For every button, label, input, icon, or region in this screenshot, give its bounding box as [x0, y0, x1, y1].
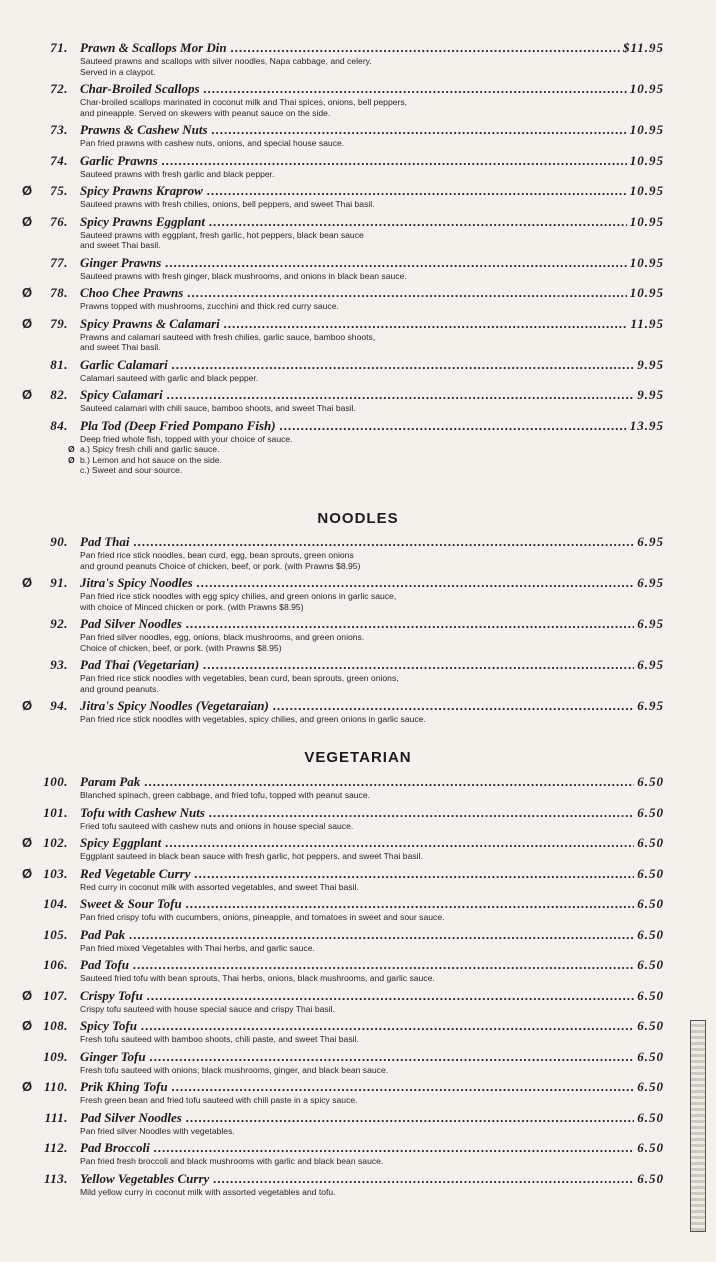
leader-dots — [209, 1171, 658, 1186]
item-number: 110. — [43, 1079, 68, 1094]
leader-dots — [163, 387, 658, 402]
leader-dots — [183, 285, 658, 300]
leader-dots — [205, 805, 658, 820]
item-name-text: Char-Broiled Scallops — [80, 81, 200, 96]
menu-item — [0, 418, 716, 476]
menu-item — [0, 183, 716, 210]
item-name — [80, 81, 658, 97]
menu-item-header — [0, 357, 716, 373]
item-description: Mild yellow curry in coconut milk with assorted vegetables and tofu. — [80, 1186, 336, 1197]
leader-dots — [158, 153, 658, 168]
menu-item-header — [0, 575, 716, 591]
item-name — [80, 927, 658, 943]
vegetarian-heading: VEGETARIAN — [304, 749, 412, 766]
item-price: 9.95 — [634, 357, 664, 373]
item-name — [80, 805, 658, 821]
item-name — [80, 866, 658, 882]
item-description: Pan fried prawns with cashew nuts, onions, and special house sauce. — [80, 138, 345, 148]
item-number: 76. — [50, 213, 68, 229]
leader-dots — [203, 183, 658, 198]
item-name-text: Spicy Prawns Eggplant — [80, 213, 205, 229]
item-number: 82. — [50, 387, 68, 402]
leader-dots — [191, 866, 659, 881]
item-name-text: Spicy Eggplant — [80, 835, 162, 850]
leader-dots — [161, 835, 658, 850]
item-price: 6.50 — [634, 1079, 664, 1095]
menu-item-header — [0, 774, 716, 790]
item-name — [80, 316, 658, 332]
leader-dots — [168, 1079, 658, 1094]
spicy-icon: Ø — [21, 183, 33, 198]
leader-dots — [137, 1018, 658, 1033]
item-number: 71. — [50, 40, 68, 55]
item-name-text: Choo Chee Prawns — [80, 285, 184, 300]
item-name — [80, 1018, 658, 1034]
item-description: Deep fried whole fish, topped with your choice of sauce. — [80, 433, 293, 444]
menu-item — [0, 698, 716, 725]
item-name — [80, 698, 658, 714]
leader-dots — [276, 418, 658, 433]
menu-item-header — [0, 1079, 716, 1095]
item-name — [80, 122, 658, 138]
item-price: 6.95 — [634, 698, 664, 714]
spicy-icon: Ø — [21, 987, 33, 1003]
item-number: 92. — [50, 616, 68, 631]
menu-item — [0, 774, 716, 801]
spicy-icon: Ø — [21, 285, 33, 300]
menu-item — [0, 805, 716, 832]
noodles-heading: NOODLES — [317, 510, 399, 527]
menu-item — [0, 81, 716, 118]
menu-item-header — [0, 805, 716, 821]
item-name-text: Jitra's Spicy Noodles — [80, 575, 193, 590]
menu-item — [0, 1049, 716, 1076]
item-price: 6.50 — [634, 774, 664, 790]
menu-item-header — [0, 896, 716, 912]
sauce-option — [68, 454, 716, 466]
menu-item — [0, 255, 716, 282]
leader-dots — [182, 896, 658, 911]
item-price: 10.95 — [627, 81, 664, 97]
item-description: Red curry in coconut milk with assorted vegetables, and sweet Thai basil. — [80, 881, 359, 892]
item-name — [80, 153, 658, 169]
menu-item-header — [0, 1110, 716, 1126]
menu-item-header — [0, 866, 716, 882]
spicy-icon: Ø — [68, 454, 75, 465]
item-price: 6.50 — [634, 835, 664, 851]
menu-item — [0, 40, 716, 77]
item-price: 10.95 — [627, 183, 664, 199]
item-name — [80, 285, 658, 301]
item-description: Choice of chicken, beef, or pork. (with Prawns $8.95) — [80, 642, 282, 653]
item-name — [80, 835, 658, 851]
item-description: Blanched spinach, green cabbage, and fried tofu, topped with peanut sauce. — [80, 790, 371, 800]
item-description: Sauteed prawns with eggplant, fresh garlic, hot peppers, black bean sauce — [80, 229, 364, 240]
item-number: 101. — [43, 804, 68, 820]
item-price: 6.95 — [634, 616, 664, 632]
vegetarian-section — [0, 774, 716, 1201]
leader-dots — [200, 81, 658, 96]
item-description: with choice of Minced chicken or pork. (with Prawns $8.95) — [80, 601, 304, 612]
seafood-section — [0, 40, 716, 480]
item-description: Pan fried rice stick noodles with egg spicy chilies, and green onions in garlic sauce, — [80, 591, 397, 601]
leader-dots — [146, 1049, 658, 1064]
menu-item-header — [0, 1049, 716, 1065]
item-name-text: Prawns & Cashew Nuts — [80, 122, 208, 137]
item-name — [80, 183, 658, 199]
menu-item — [0, 896, 716, 923]
item-description: Pan fried mixed Vegetables with Thai herbs, and garlic sauce. — [80, 942, 315, 953]
item-name-text: Pad Pak — [80, 926, 126, 942]
item-description: Calamari sauteed with garlic and black pepper. — [80, 372, 259, 383]
item-description: Pan fried silver Noodles with vegetables. — [80, 1125, 235, 1136]
menu-item — [0, 153, 716, 180]
item-number: 109. — [43, 1048, 68, 1064]
item-description: Char-broiled scallops marinated in coconut milk and Thai spices, onions, bell peppers, — [80, 97, 408, 107]
menu-item-header — [0, 122, 716, 138]
item-name-text: Spicy Prawns Kraprow — [80, 183, 203, 198]
menu-item — [0, 1018, 716, 1045]
leader-dots — [182, 616, 658, 631]
spicy-icon: Ø — [21, 315, 33, 331]
menu-item-header — [0, 534, 716, 550]
menu-item-header — [0, 153, 716, 169]
item-price: 6.50 — [634, 1049, 664, 1065]
item-number: 94. — [50, 698, 68, 713]
item-name-text: Prik Khing Tofu — [80, 1079, 168, 1094]
menu-item — [0, 214, 716, 251]
item-name — [80, 40, 658, 56]
menu-item — [0, 1079, 716, 1106]
menu-item-header — [0, 1018, 716, 1034]
menu-item-header — [0, 255, 716, 271]
item-price: 6.50 — [634, 866, 664, 882]
menu-item-header — [0, 698, 716, 714]
spicy-icon: Ø — [68, 444, 75, 454]
leader-dots — [168, 357, 658, 372]
item-name — [80, 774, 658, 790]
item-name — [80, 418, 658, 434]
item-name-text: Pad Tofu — [80, 957, 129, 972]
sauce-option — [68, 444, 716, 455]
item-name-text: Jitra's Spicy Noodles (Vegetaraian) — [80, 698, 269, 713]
menu-item — [0, 122, 716, 149]
item-name — [80, 255, 658, 271]
sauce-option-text: b.) Lemon and hot sauce on the side. — [80, 454, 222, 465]
item-name — [80, 1140, 658, 1156]
item-description: Pan fried silver noodles, egg, onions, black mushrooms, and green onions. — [80, 632, 365, 642]
item-name — [80, 1079, 658, 1095]
item-price: 9.95 — [634, 387, 664, 403]
item-name — [80, 1110, 658, 1126]
item-price: 6.50 — [634, 805, 664, 821]
menu-item-header — [0, 418, 716, 434]
item-name — [80, 616, 658, 632]
spicy-icon: Ø — [21, 1018, 33, 1033]
spicy-icon: Ø — [21, 1079, 33, 1094]
item-number: 107. — [43, 987, 68, 1003]
item-name-text: Spicy Calamari — [80, 387, 163, 402]
item-name-text: Pad Silver Noodles — [80, 616, 182, 631]
menu-item-header — [0, 285, 716, 301]
item-number: 79. — [50, 315, 68, 331]
item-description: Sauteed prawns with fresh ginger, black mushrooms, and onions in black bean sauce. — [80, 270, 407, 281]
item-name-text: Crispy Tofu — [80, 987, 143, 1003]
item-name — [80, 1171, 658, 1187]
leader-dots — [269, 698, 658, 713]
item-name-text: Prawn & Scallops Mor Din — [80, 40, 227, 55]
item-description: Prawns and calamari sauteed with fresh chilies, garlic sauce, bamboo shoots, — [80, 331, 376, 342]
item-description: Pan fried crispy tofu with cucumbers, onions, pineapple, and tomatoes in sweet and sour sauce. — [80, 912, 445, 922]
menu-item-header — [0, 927, 716, 943]
item-description: Fresh green bean and fried tofu sauteed with chili paste in a spicy sauce. — [80, 1095, 358, 1105]
item-price: 6.95 — [634, 575, 664, 591]
item-price: 10.95 — [627, 285, 664, 301]
item-price: 13.95 — [627, 418, 664, 434]
item-price: 6.50 — [634, 1110, 664, 1126]
menu-item-header — [0, 214, 716, 230]
item-description: Fried tofu sauteed with cashew nuts and onions in house special sauce. — [80, 820, 354, 831]
item-price: 10.95 — [627, 255, 664, 271]
item-number: 105. — [43, 926, 68, 942]
item-name — [80, 387, 658, 403]
item-name — [80, 575, 658, 591]
item-price: 10.95 — [627, 122, 664, 138]
leader-dots — [227, 40, 658, 55]
menu-item — [0, 927, 716, 954]
menu-item — [0, 285, 716, 312]
item-description: and ground peanuts. — [80, 683, 159, 694]
item-name-text: Pad Thai — [80, 534, 130, 549]
item-price: 6.95 — [634, 534, 664, 550]
item-number: 112. — [43, 1140, 68, 1155]
item-number: 77. — [50, 254, 68, 270]
menu-item — [0, 575, 716, 612]
item-price: 6.50 — [634, 927, 664, 943]
item-number: 103. — [43, 865, 68, 881]
item-name — [80, 1049, 658, 1065]
item-description: Sauteed prawns with fresh garlic and black pepper. — [80, 168, 275, 179]
item-number: 102. — [43, 835, 68, 850]
menu-item — [0, 357, 716, 384]
spicy-icon: Ø — [21, 835, 33, 850]
item-number: 78. — [50, 285, 68, 300]
menu-item — [0, 835, 716, 862]
item-name-text: Ginger Tofu — [80, 1048, 146, 1064]
menu-item-header — [0, 657, 716, 673]
item-number: 81. — [50, 356, 68, 372]
item-name — [80, 657, 658, 673]
leader-dots — [150, 1140, 658, 1155]
menu-item — [0, 316, 716, 353]
item-name-text: Garlic Prawns — [80, 152, 158, 168]
menu-item — [0, 988, 716, 1015]
item-description: Crispy tofu sauteed with house special sauce and crispy Thai basil. — [80, 1003, 335, 1014]
item-name-text: Red Vegetable Curry — [80, 865, 191, 881]
item-number: 84. — [50, 417, 68, 433]
item-name-text: Tofu with Cashew Nuts — [80, 804, 205, 820]
leader-dots — [129, 957, 658, 972]
menu-item — [0, 1140, 716, 1167]
item-price: 6.50 — [634, 1171, 664, 1187]
noodles-section — [0, 534, 716, 729]
sauce-option-text: a.) Spicy fresh chili and garlic sauce. — [80, 444, 220, 454]
item-description: Pan fried rice stick noodles, bean curd, egg, bean sprouts, green onions — [80, 550, 354, 560]
item-description: Sauteed calamari with chili sauce, bamboo shoots, and sweet Thai basil. — [80, 403, 356, 413]
leader-dots — [182, 1110, 658, 1125]
item-number: 93. — [50, 657, 68, 672]
leader-dots — [199, 657, 658, 672]
item-name-text: Spicy Tofu — [80, 1018, 137, 1033]
item-number: 75. — [50, 183, 68, 198]
item-description: and pineapple. Served on skewers with peanut sauce on the side. — [80, 107, 331, 118]
item-description: Served in a claypot. — [80, 66, 156, 77]
menu-item-header — [0, 616, 716, 632]
item-description: Fresh tofu sauteed with bamboo shoots, chili paste, and sweet Thai basil. — [80, 1034, 359, 1044]
leader-dots — [140, 774, 658, 789]
item-description: Pan fried rice stick noodles with vegetables, bean curd, bean sprouts, green onions, — [80, 673, 399, 683]
menu-item-header — [0, 1140, 716, 1156]
decorative-border — [690, 1020, 706, 1232]
item-name-text: Yellow Vegetables Curry — [80, 1170, 210, 1186]
item-name-text: Ginger Prawns — [80, 254, 162, 270]
menu-item-header — [0, 1171, 716, 1187]
item-description: Sauteed fried tofu with bean sprouts, Thai herbs, onions, black mushrooms, and garlic sauce. — [80, 973, 435, 983]
spicy-icon: Ø — [21, 698, 33, 713]
item-description: Pan fried fresh broccoli and black mushrooms with garlic and black bean sauce. — [80, 1156, 384, 1166]
spicy-icon: Ø — [21, 865, 33, 881]
menu-item — [0, 866, 716, 893]
item-number: 74. — [50, 152, 68, 168]
item-description: Sauteed prawns with fresh chilies, onions, bell peppers, and sweet Thai basil. — [80, 199, 375, 209]
item-number: 104. — [43, 896, 68, 911]
item-price: 6.95 — [634, 657, 664, 673]
item-name-text: Pad Broccoli — [80, 1140, 150, 1155]
item-description: Fresh tofu sauteed with onions, black mushrooms, ginger, and black bean sauce. — [80, 1064, 389, 1075]
menu-item-header — [0, 835, 716, 851]
item-number: 90. — [50, 534, 68, 549]
menu-item — [0, 616, 716, 653]
item-name-text: Pad Thai (Vegetarian) — [80, 657, 200, 672]
sauce-option — [80, 465, 716, 476]
menu-item — [0, 387, 716, 414]
spicy-icon: Ø — [21, 213, 33, 229]
leader-dots — [161, 255, 658, 270]
menu-item — [0, 1110, 716, 1137]
leader-dots — [125, 927, 658, 942]
menu-item-header — [0, 316, 716, 332]
item-description: Prawns topped with mushrooms, zucchini and thick red curry sauce. — [80, 301, 339, 311]
menu-item — [0, 657, 716, 694]
item-name-text: Garlic Calamari — [80, 356, 168, 372]
item-price: 10.95 — [627, 153, 664, 169]
leader-dots — [220, 316, 658, 331]
item-name — [80, 214, 658, 230]
item-name — [80, 534, 658, 550]
item-description: and sweet Thai basil. — [80, 342, 161, 352]
menu-item-header — [0, 40, 716, 56]
item-number: 106. — [43, 957, 68, 972]
item-price: 10.95 — [627, 214, 664, 230]
item-number: 91. — [50, 575, 68, 590]
item-number: 72. — [50, 81, 68, 96]
leader-dots — [205, 214, 658, 229]
item-name-text: Param Pak — [80, 774, 141, 789]
sauce-option-text: c.) Sweet and sour source. — [80, 465, 183, 475]
menu-item-header — [0, 387, 716, 403]
spicy-icon: Ø — [21, 387, 33, 402]
menu-item — [0, 1171, 716, 1198]
item-name-text: Sweet & Sour Tofu — [80, 896, 182, 911]
item-number: 111. — [44, 1109, 68, 1125]
menu-item — [0, 534, 716, 571]
menu-item — [0, 957, 716, 984]
leader-dots — [208, 122, 658, 137]
menu-item-header — [0, 81, 716, 97]
leader-dots — [129, 534, 658, 549]
leader-dots — [193, 575, 658, 590]
item-number: 113. — [43, 1170, 68, 1186]
item-price: 6.50 — [634, 988, 664, 1004]
item-name — [80, 988, 658, 1004]
item-price: 6.50 — [634, 896, 664, 912]
item-name-text: Spicy Prawns & Calamari — [80, 315, 220, 331]
spicy-icon: Ø — [21, 575, 33, 590]
item-price: 11.95 — [627, 316, 664, 332]
item-description: Eggplant sauteed in black bean sauce with fresh garlic, hot peppers, and sweet Thai basil. — [80, 851, 423, 861]
item-price: $11.95 — [620, 40, 664, 56]
item-description: and sweet Thai basil. — [80, 240, 161, 250]
item-name — [80, 957, 658, 973]
item-price: 6.50 — [634, 1140, 664, 1156]
item-number: 100. — [43, 774, 68, 789]
item-price: 6.50 — [634, 1018, 664, 1034]
item-name — [80, 896, 658, 912]
menu-item-header — [0, 183, 716, 199]
item-number: 108. — [43, 1018, 68, 1033]
item-price: 6.50 — [634, 957, 664, 973]
item-number: 73. — [50, 122, 68, 137]
menu-item-header — [0, 988, 716, 1004]
item-description: Sauteed prawns and scallops with silver noodles, Napa cabbage, and celery. — [80, 56, 372, 66]
item-name-text: Pla Tod (Deep Fried Pompano Fish) — [80, 417, 276, 433]
item-description: Pan fried rice stick noodles with vegetables, spicy chilies, and green onions in garlic sauce. — [80, 714, 426, 724]
item-name-text: Pad Silver Noodles — [80, 1109, 182, 1125]
menu-item-header — [0, 957, 716, 973]
item-description: and ground peanuts Choice of chicken, beef, or pork. (with Prawns $8.95) — [80, 560, 361, 571]
leader-dots — [143, 988, 658, 1003]
item-name — [80, 357, 658, 373]
